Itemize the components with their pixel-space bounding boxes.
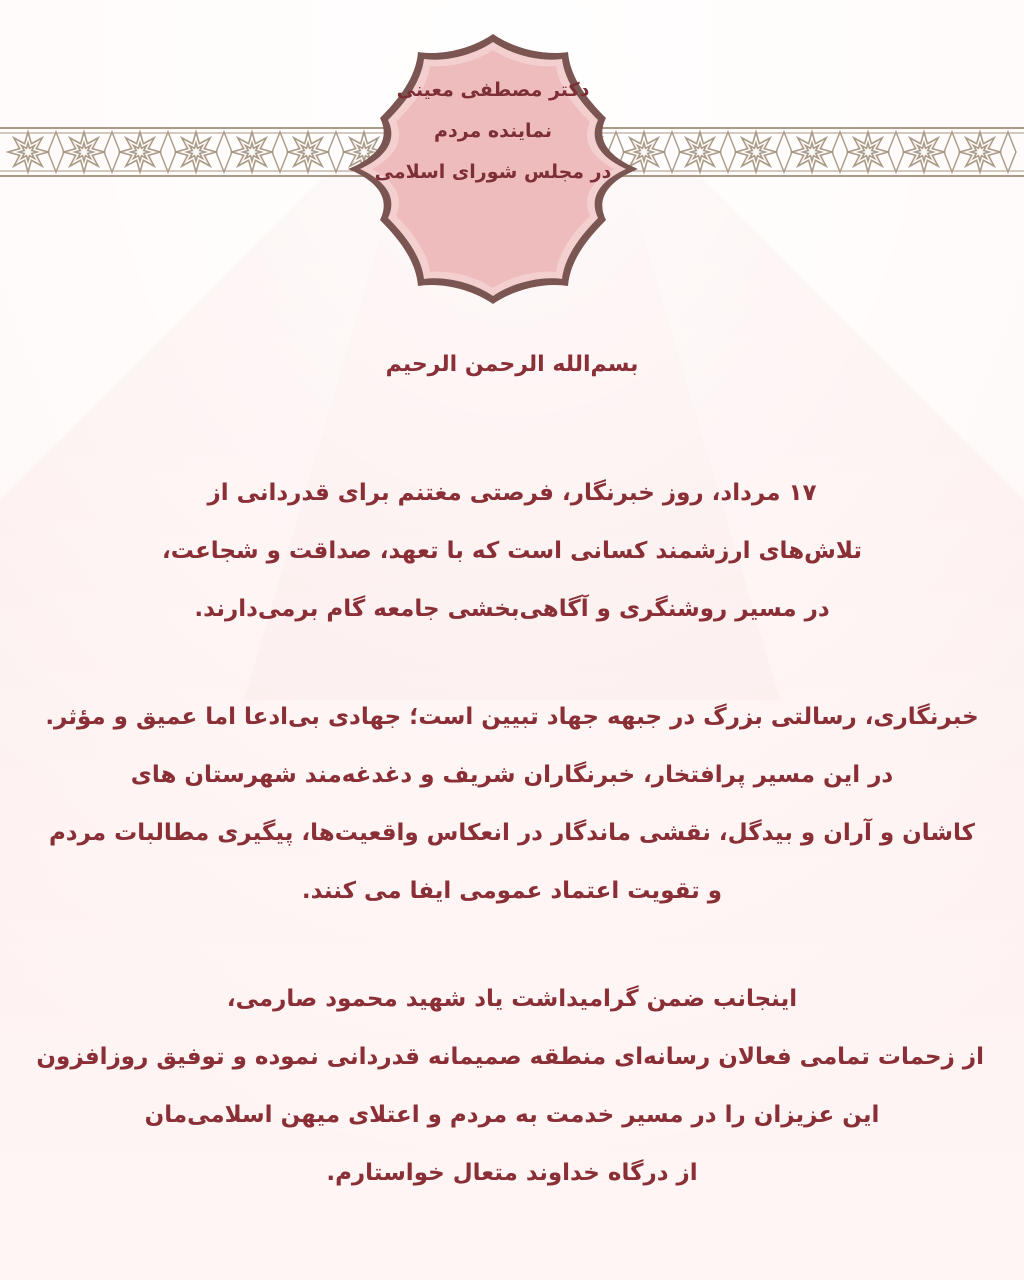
header-institution: در مجلس شورای اسلامی: [374, 161, 612, 183]
text-line: از زحمات تمامی فعالان رسانه‌ای منطقه صمیمانه قدردانی نموده و توفیق روزافزون: [36, 1044, 984, 1070]
basmala: بسم‌الله الرحمن الرحیم: [385, 352, 639, 377]
text-line: اینجانب ضمن گرامیداشت یاد شهید محمود صارمی،: [226, 986, 798, 1012]
header-title-block: [338, 70, 648, 193]
text-line: در مسیر روشنگری و آگاهی‌بخشی جامعه گام برمی‌دارند.: [194, 596, 830, 622]
text-line: تلاش‌های ارزشمند کسانی است که با تعهد، صداقت و شجاعت،: [162, 538, 862, 564]
paragraph-appreciation: [36, 970, 984, 1202]
header-name: دکتر مصطفی معینی: [396, 79, 590, 101]
header-role: نماینده مردم: [434, 120, 552, 142]
text-line: و تقویت اعتماد عمومی ایفا می کنند.: [301, 878, 723, 904]
text-line: از درگاه خداوند متعال خواستارم.: [326, 1160, 698, 1186]
text-line: در این مسیر پرافتخار، خبرنگاران شریف و دغدغه‌مند شهرستان های: [130, 762, 894, 788]
text-line: خبرنگاری، رسالتی بزرگ در جبهه جهاد تبیین است؛ جهادی بی‌ادعا اما عمیق و مؤثر.: [45, 704, 979, 730]
paragraph-journalism-mission: [40, 688, 984, 920]
text-line: این عزیزان را در مسیر خدمت به مردم و اعتلای میهن اسلامی‌مان: [144, 1102, 880, 1128]
text-line: ۱۷ مرداد، روز خبرنگار، فرصتی مغتنم برای قدردانی از: [207, 480, 817, 506]
message-body: [36, 340, 984, 1202]
paragraph-journalist-day: [40, 464, 984, 638]
text-line: کاشان و آران و بیدگل، نقشی ماندگار در انعکاس واقعیت‌ها، پیگیری مطالبات مردم: [48, 820, 976, 846]
